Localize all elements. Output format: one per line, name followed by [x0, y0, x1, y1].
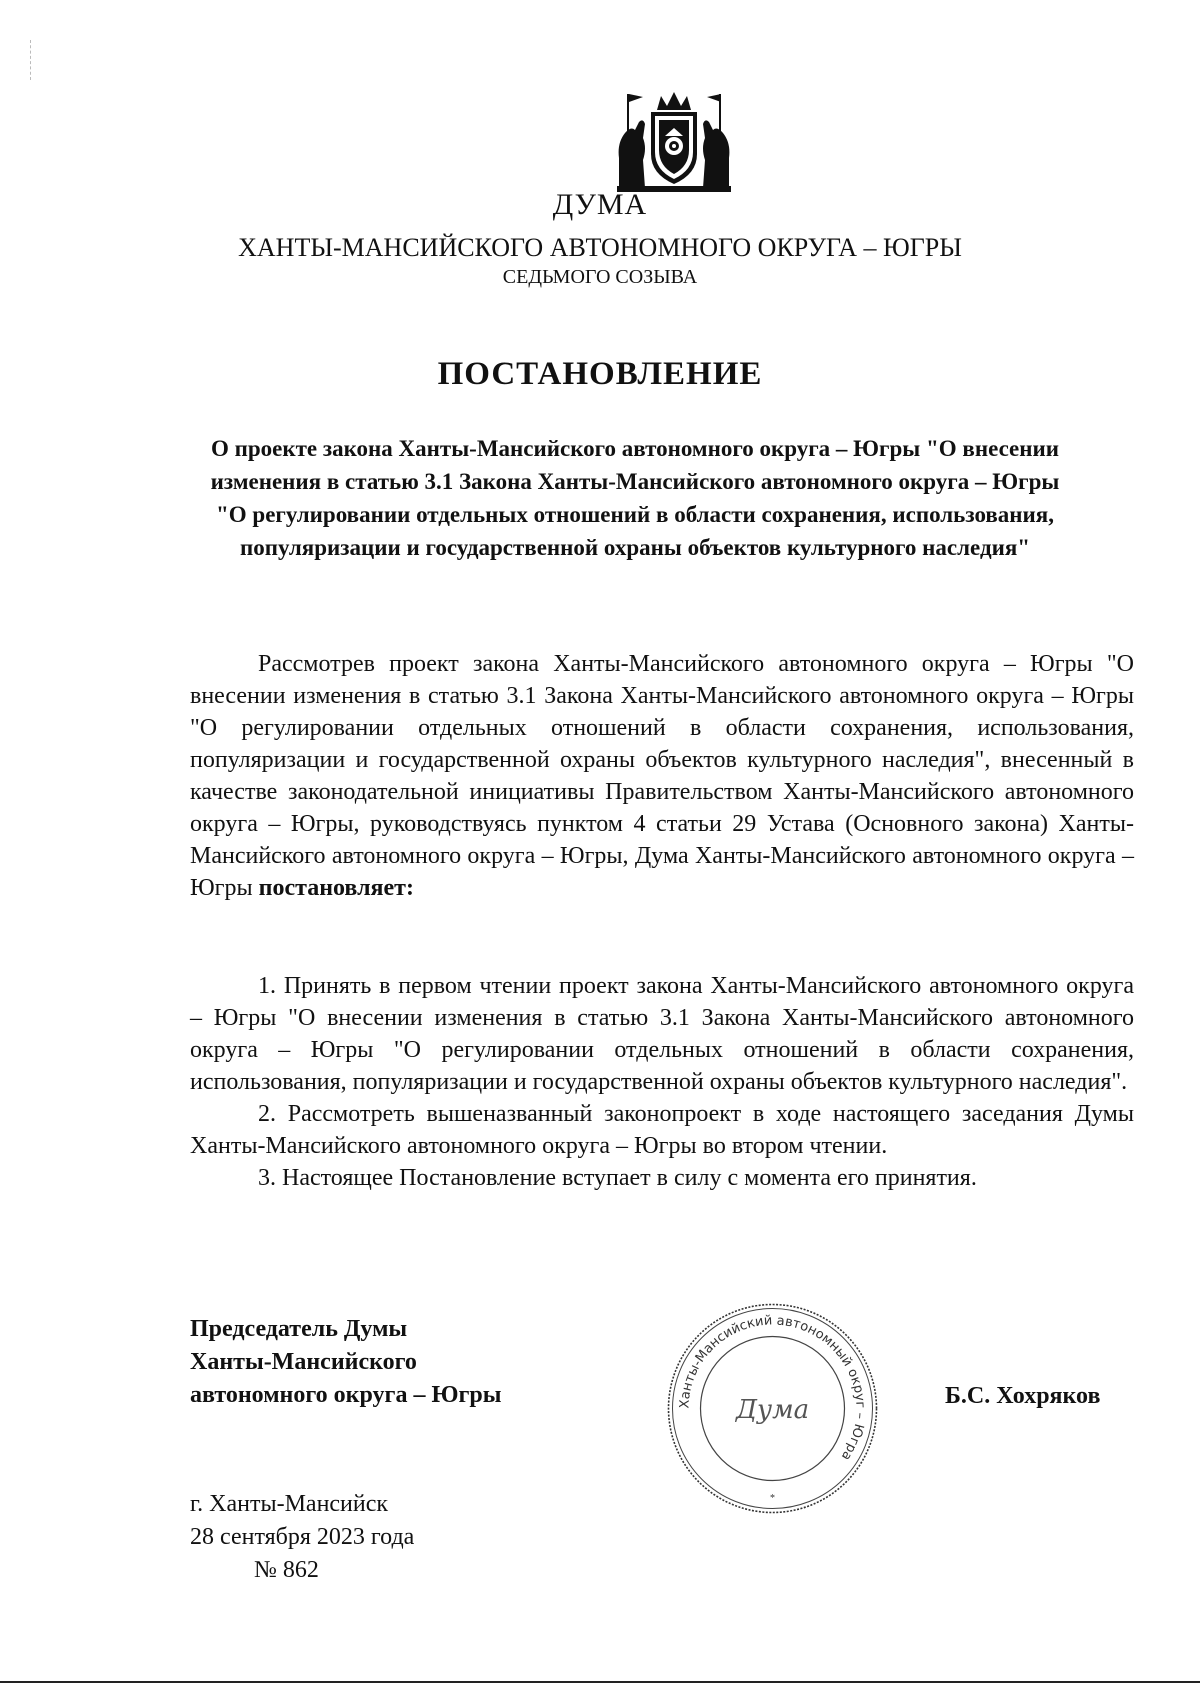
- preamble-text: Рассмотрев проект закона Ханты-Мансийского автономного округа – Югры "О внесении изменения в статью 3.1 Закона Ханты-Мансийского автономного округа – Югры "О регулировании отдельных отношений в области сохранения, использования, популяризации и государственной охраны объектов культурного наследия", внесенный в качестве законодательной инициативы Правительством Ханты-Мансийского автономного округа – Югры, руководствуясь пунктом 4 статьи 29 Устава (Основного закона) Ханты-Мансийского автономного округа – Югры, Дума Ханты-Мансийского автономного округа – Югры: [190, 651, 1134, 901]
- decree-word: постановляет:: [258, 875, 414, 901]
- scan-margin-mark: [30, 40, 33, 80]
- resolution-item: 3. Настоящее Постановление вступает в силу с момента его принятия.: [258, 1165, 977, 1191]
- official-stamp: [660, 1296, 885, 1521]
- stamp-outer-text: Ханты-Мансийский автономный округ – Югра: [677, 1313, 868, 1463]
- stamp-center-text: Дума: [735, 1395, 810, 1425]
- signatory-position-line: Ханты-Мансийского: [190, 1349, 417, 1375]
- resolution-item: 2. Рассмотреть вышеназванный законопроект в ходе настоящего заседания Думы Ханты-Мансийского автономного округа – Югры во втором чтении.: [190, 1101, 1134, 1159]
- signatory-position-line: автономного округа – Югры: [190, 1382, 502, 1408]
- resolution-items: [190, 970, 1134, 1194]
- document-number: № 862: [254, 1557, 319, 1583]
- organization-name: ДУМА: [552, 188, 648, 221]
- region-name: ХАНТЫ-МАНСИЙСКОГО АВТОНОМНОГО ОКРУГА – ЮГРЫ: [238, 233, 962, 262]
- document-type-title: ПОСТАНОВЛЕНИЕ: [437, 356, 763, 392]
- convocation: СЕДЬМОГО СОЗЫВА: [502, 266, 698, 288]
- stamp-star-icon: *: [770, 1493, 775, 1504]
- signatory-position: [190, 1313, 501, 1412]
- signatory-name: Б.С. Хохряков: [945, 1383, 1101, 1409]
- document-subject: О проекте закона Ханты-Мансийского автономного округа – Югры "О внесении изменения в статью 3.1 Закона Ханты-Мансийского автономного округа – Югры "О регулировании отдельных отношений в области сохранения, использования, популяризации и государственной охраны объектов культурного наследия": [210, 436, 1060, 560]
- date: 28 сентября 2023 года: [190, 1524, 415, 1550]
- coat-of-arms-icon: [613, 88, 735, 194]
- preamble-paragraph: [190, 648, 1134, 904]
- document-place-date: [190, 1488, 414, 1587]
- signatory-position-line: Председатель Думы: [190, 1316, 408, 1342]
- resolution-item: 1. Принять в первом чтении проект закона Ханты-Мансийского автономного округа – Югры "О внесении изменения в статью 3.1 Закона Ханты-Мансийского автономного округа – Югры "О регулировании отдельных отношений в области сохранения, использования, популяризации и государственной охраны объектов культурного наследия".: [190, 973, 1134, 1095]
- city: г. Ханты-Мансийск: [190, 1491, 389, 1517]
- footer-divider: [0, 1681, 1200, 1683]
